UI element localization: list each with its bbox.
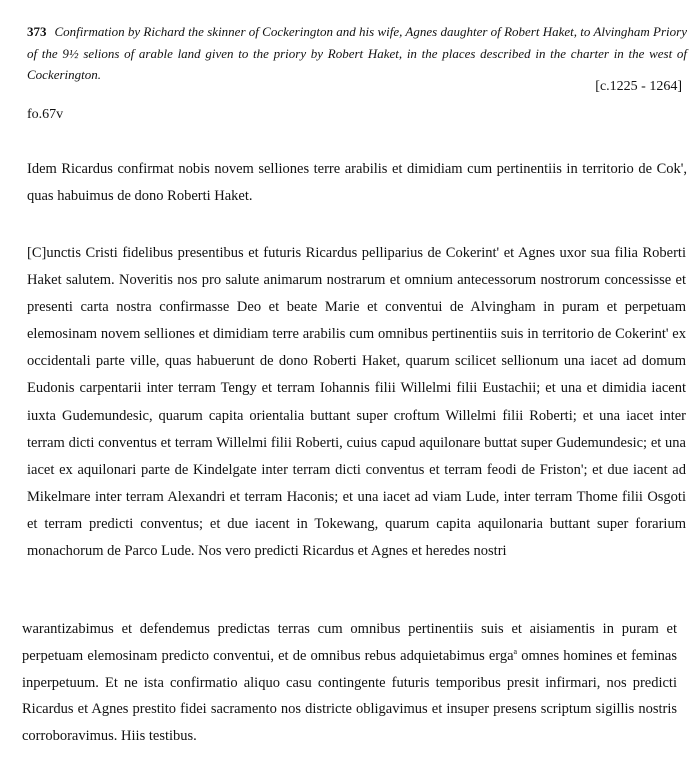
folio-reference: fo.67v	[27, 107, 64, 122]
entry-title: Confirmation by Richard the skinner of Cockerington and his wife, Agnes daughter of Robert Haket, to Alvingham Priory of the 9½ selions of arable land given to the priory by Robert Haket, in the places described in the charter in the west of Cockerington.	[27, 24, 687, 82]
entry-heading	[27, 21, 687, 86]
entry-number: 373	[27, 24, 47, 39]
continuation-text-after-note: omnes homines et feminas inperpetuum. Et ne ista confirmatio aliquo casu contingente futuris temporibus presit infirmari, nos predicti Ricardus et Agnes prestito fidei sacramento nos districte obligavimus et insuper presens scriptum sigillis nostris corroboravimus. Hiis testibus.	[22, 647, 677, 745]
footnote-marker: a	[513, 646, 518, 656]
entry-date: [c.1225 - 1264]	[595, 79, 682, 94]
summary-paragraph: Idem Ricardus confirmat nobis novem selliones terre arabilis et dimidiam cum pertinentiis in territorio de Cok', quas habuimus de dono Roberti Haket.	[27, 161, 687, 204]
continuation-text-before-note: warantizabimus et defendemus predictas terras cum omnibus pertinentiis suis et aisiamentis in puram et perpetuam elemosinam predicto conventui, et de omnibus rebus adquietabimus erga	[22, 621, 677, 664]
charter-text-paragraph: [C]unctis Cristi fidelibus presentibus et futuris Ricardus pelliparius de Cokerint' et Agnes uxor sua filia Roberti Haket salutem. Noveritis nos pro salute animarum nostrarum et omnium antecessorum nostrorum concessisse et presenti carta nostra confirmasse Deo et beate Marie et conventui de Alvingham in puram et perpetuam elemosinam novem selliones et dimidiam terre arabilis cum omnibus pertinentiis suis in territorio de Cokerint' ex occidentali parte ville, quas habuerunt de dono Roberti Haket, quarum scilicet sellionum una iacet ad domum Eudonis carpentarii inter terram Tengy et terram Iohannis filii Willelmi filii Eustachii; et una et dimidia iacent iuxta Gudemundesic, quarum capita orientalia buttant super croftum Willelmi filii Roberti; et una iacet inter terram dicti conventus et terram Willelmi filii Roberti, cuius capud aquilonare buttat super Gudemundesic; et una iacet ex aquilonari parte de Kindelgate inter terram dicti conventus et terram feodi de Friston'; et due iacent ad Mikelmare inter terram Alexandri et terram Haconis; et una iacet ad viam Lude, inter terram Thome filii Osgoti et terram predicti conventus; et due iacent in Tokewang, quarum capita aquilonaria buttant super forarium monachorum de Parco Lude. Nos vero predicti Ricardus et Agnes et heredes nostri	[27, 245, 686, 560]
charter-text-continuation	[22, 616, 677, 750]
